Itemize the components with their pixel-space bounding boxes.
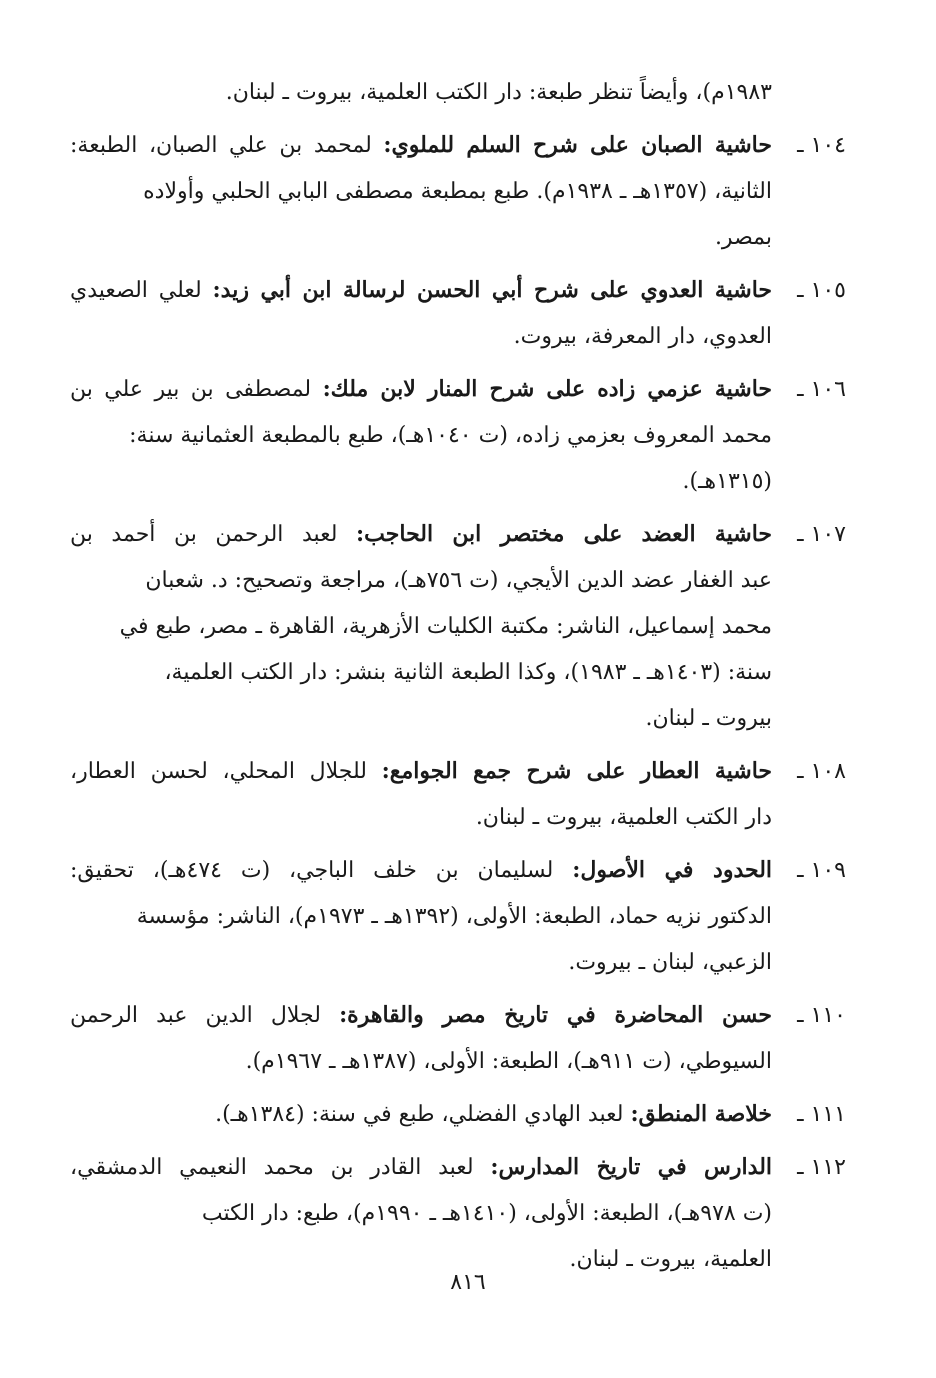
entry-title: حاشية الصبان على شرح السلم للملوي:: [383, 132, 772, 158]
bibliography-entry-110: [70, 992, 846, 1085]
bibliography-entry-106: [70, 366, 846, 505]
entry-number: ١٠٩ ـ: [797, 858, 846, 883]
page-number: ٨١٦: [450, 1270, 486, 1295]
entry-text: لمحمد بن علي الصبان، الطبعة:: [70, 133, 372, 158]
bibliography-entry-111: [70, 1091, 846, 1138]
entry-line: العدوي، دار المعرفة، بيروت.: [513, 324, 772, 349]
entry-number: ١٠٨ ـ: [797, 759, 846, 784]
intro-continuation-line: ١٩٨٣م)، وأيضاً تنظر طبعة: دار الكتب العلمية، بيروت ـ لبنان.: [225, 80, 772, 105]
entry-line: بيروت ـ لبنان.: [645, 706, 772, 731]
entry-text: لعلي الصعيدي: [70, 278, 202, 303]
entry-text: لعبد القادر بن محمد النعيمي الدمشقي،: [70, 1155, 474, 1180]
entry-text: لمصطفى بن بير علي بن: [70, 377, 312, 402]
entry-number: ١١١ ـ: [797, 1102, 846, 1127]
entry-line: السيوطي، (ت ٩١١هـ)، الطبعة: الأولى، (١٣٨٧هـ ـ ١٩٦٧م).: [245, 1049, 772, 1074]
entry-title: خلاصة المنطق:: [630, 1101, 772, 1127]
entry-title: حاشية العضد على مختصر ابن الحاجب:: [356, 521, 773, 547]
entry-line: محمد إسماعيل، الناشر: مكتبة الكليات الأزهرية، القاهرة ـ مصر، طبع في: [119, 614, 772, 639]
entry-line: العلمية، بيروت ـ لبنان.: [569, 1247, 772, 1272]
entry-line: الثانية، (١٣٥٧هـ ـ ١٩٣٨م). طبع بمطبعة مصطفى البابي الحلبي وأولاده: [143, 179, 772, 204]
entry-text: لسليمان بن خلف الباجي، (ت ٤٧٤هـ)، تحقيق:: [70, 858, 554, 883]
bibliography-entry-109: [70, 847, 846, 986]
entry-line: عبد الغفار عضد الدين الأيجي، (ت ٧٥٦هـ)، مراجعة وتصحيح: د. شعبان: [145, 568, 772, 593]
entry-number: ١٠٤ ـ: [797, 133, 846, 158]
entry-title: حاشية العدوي على شرح أبي الحسن لرسالة ابن أبي زيد:: [212, 277, 773, 303]
entry-line: بمصر.: [714, 225, 772, 250]
bibliography-list: [70, 70, 846, 1289]
bibliography-entry-108: [70, 748, 846, 841]
entry-line: (ت ٩٧٨هـ)، الطبعة: الأولى، (١٤١٠هـ ـ ١٩٩٠م)، طبع: دار الكتب: [201, 1201, 772, 1226]
bibliography-entry-107: [70, 511, 846, 742]
entry-title: الدارس في تاريخ المدارس:: [490, 1154, 773, 1180]
entry-title: حاشية عزمي زاده على شرح المنار لابن ملك:: [322, 376, 773, 402]
entry-line: الدكتور نزيه حماد، الطبعة: الأولى، (١٣٩٢هـ ـ ١٩٧٣م)، الناشر: مؤسسة: [136, 904, 772, 929]
entry-text: لعبد الهادي الفضلي، طبع في سنة: (١٣٨٤هـ).: [215, 1102, 624, 1127]
entry-title: الحدود في الأصول:: [572, 857, 773, 883]
bibliography-entry-112: [70, 1144, 846, 1283]
entry-line: سنة: (١٤٠٣هـ ـ ١٩٨٣)، وكذا الطبعة الثانية بنشر: دار الكتب العلمية،: [164, 660, 772, 685]
entry-text: لجلال الدين عبد الرحمن: [70, 1003, 321, 1028]
entry-line: دار الكتب العلمية، بيروت ـ لبنان.: [475, 805, 772, 830]
entry-line: محمد المعروف بعزمي زاده، (ت ١٠٤٠هـ)، طبع بالمطبعة العثمانية سنة:: [129, 423, 772, 448]
bibliography-entry-105: [70, 267, 846, 360]
entry-text: للجلال المحلي، لحسن العطار،: [70, 759, 367, 784]
entry-text: لعبد الرحمن بن أحمد بن: [70, 522, 338, 547]
entry-number: ١٠٧ ـ: [797, 522, 846, 547]
bibliography-entry-104: [70, 122, 846, 261]
entry-number: ١٠٥ ـ: [797, 278, 846, 303]
entry-title: حاشية العطار على شرح جمع الجوامع:: [381, 758, 772, 784]
entry-title: حسن المحاضرة في تاريخ مصر والقاهرة:: [339, 1002, 773, 1028]
entry-number: ١١٠ ـ: [797, 1003, 846, 1028]
entry-line: الزعبي، لبنان ـ بيروت.: [568, 950, 772, 975]
entry-number: ١٠٦ ـ: [797, 377, 846, 402]
entry-line: (١٣١٥هـ).: [682, 469, 772, 494]
entry-number: ١١٢ ـ: [797, 1155, 846, 1180]
